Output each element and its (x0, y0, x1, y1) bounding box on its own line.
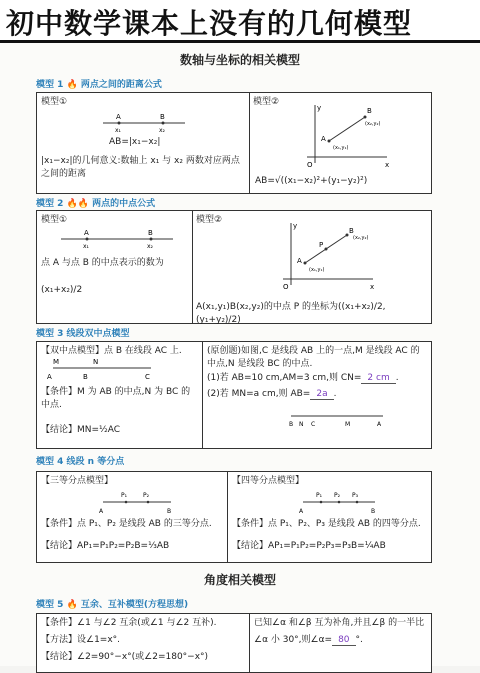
svg-text:P₂: P₂ (143, 492, 150, 499)
coordinate-diagram (299, 101, 389, 169)
svg-text:P₁: P₁ (316, 492, 323, 499)
number-line-diagram (99, 111, 189, 133)
svg-text:x₂: x₂ (159, 127, 165, 133)
number-line-diagram (57, 227, 177, 251)
model-3-left-2: 【条件】M 为 AB 的中点,N 为 BC 的中点. (41, 387, 191, 410)
model-3-box (36, 341, 432, 449)
model-2-left-text: 点 A 与点 B 的中点表示的数为 (41, 258, 164, 268)
svg-text:B: B (367, 107, 372, 115)
model-2-left-label: 模型① (41, 215, 68, 225)
svg-text:B: B (83, 373, 88, 381)
svg-text:B: B (160, 113, 165, 121)
svg-text:(x₁,y₁): (x₁,y₁) (309, 267, 325, 273)
svg-text:(x₁,y₁): (x₁,y₁) (333, 145, 349, 151)
model-5-box (36, 613, 432, 673)
model-1-heading: 模型 1 🔥 两点之间的距离公式 (36, 80, 162, 90)
svg-text:x: x (385, 161, 389, 169)
coordinate-diagram (277, 219, 377, 291)
model-5-left-1: 【条件】∠1 与∠2 互余(或∠1 与∠2 互补). (41, 618, 217, 628)
model-3-heading: 模型 3 线段双中点模型 (36, 329, 130, 339)
model-3-right-2: (1)若 AB=10 cm,AM=3 cm,则 CN= 2 cm . (207, 373, 399, 383)
svg-text:B: B (289, 421, 294, 428)
model-5-left-2: 【方法】设∠1=x°. (41, 635, 121, 645)
answer-blank: 2a (310, 389, 333, 400)
model-5-right-1: 已知∠α 和∠β 互为补角,并且∠β 的一半比 (254, 618, 425, 628)
model-2-box (36, 210, 432, 324)
banner (0, 0, 480, 43)
svg-text:A: A (84, 229, 89, 237)
svg-text:O: O (307, 161, 313, 169)
model-3-left-1: 【双中点模型】点 B 在线段 AC 上. (41, 346, 182, 356)
svg-text:B: B (371, 508, 376, 515)
trisection-diagram (97, 488, 177, 516)
model-4-right-3: 【结论】AP₁=P₁P₂=P₂P₃=P₃B=¼AB (232, 541, 386, 551)
svg-text:C: C (145, 373, 150, 381)
fire-icon: 🔥🔥 (66, 199, 89, 209)
quadrisection-diagram (297, 488, 381, 516)
svg-text:y: y (317, 104, 322, 112)
model-5-right-2: ∠α 小 30°,则∠α= 80 °. (254, 635, 363, 645)
model-3-right-3: (2)若 MN=a cm,则 AB= 2a . (207, 389, 337, 399)
svg-text:(x₂,y₂): (x₂,y₂) (353, 235, 369, 241)
svg-text:A: A (116, 113, 121, 121)
model-1-right-label: 模型② (253, 97, 280, 107)
svg-text:M: M (345, 421, 351, 428)
answer-blank: 80 (332, 635, 355, 646)
model-1-left-text: |x₁−x₂|的几何意义:数轴上 x₁ 与 x₂ 两数对应两点之间的距离 (41, 156, 240, 179)
model-5-heading: 模型 5 🔥 互余、互补模型(方程思想) (36, 600, 189, 610)
model-3-right-1: (原创题)如图,C 是线段 AB 上的一点,M 是线段 AC 的中点,N 是线段 BC 的中点. (207, 346, 420, 369)
model-3-left-3: 【结论】MN=½AC (41, 425, 121, 435)
svg-text:A: A (47, 373, 52, 381)
svg-text:A: A (299, 508, 304, 515)
fire-icon: 🔥 (66, 600, 78, 610)
svg-text:N: N (93, 358, 99, 366)
svg-text:x₂: x₂ (147, 243, 153, 250)
page (0, 43, 480, 666)
model-4-right-1: 【四等分点模型】 (232, 476, 305, 486)
svg-text:O: O (283, 283, 289, 291)
model-4-right-2: 【条件】点 P₁、P₂、P₃ 是线段 AB 的四等分点. (232, 519, 421, 529)
svg-text:B: B (148, 229, 153, 237)
svg-text:x₁: x₁ (83, 243, 89, 250)
model-2-right-label: 模型② (196, 215, 223, 225)
svg-text:P: P (319, 241, 324, 249)
model-2-heading: 模型 2 🔥🔥 两点的中点公式 (36, 199, 156, 209)
section-title-angles: 角度相关模型 (203, 573, 276, 587)
model-4-box (36, 471, 432, 563)
model-1-left-formula: AB=|x₁−x₂| (109, 137, 161, 147)
section-title-axis: 数轴与坐标的相关模型 (179, 53, 300, 67)
model-1-left-label: 模型① (41, 97, 68, 107)
page-title: 初中数学课本上没有的几何模型 (6, 7, 413, 40)
svg-text:P₁: P₁ (121, 492, 128, 499)
model-2-left-formula: (x₁+x₂)/2 (41, 285, 83, 295)
model-4-left-1: 【三等分点模型】 (41, 476, 114, 486)
svg-text:A: A (297, 257, 302, 265)
svg-text:x: x (370, 283, 375, 291)
model-1-box (36, 92, 432, 194)
svg-text:(x₂,y₂): (x₂,y₂) (365, 121, 381, 127)
svg-text:B: B (349, 227, 354, 235)
model-1-right-formula: AB=√((x₁−x₂)²+(y₁−y₂)²) (255, 176, 368, 186)
model-2-right-text: A(x₁,y₁)B(x₂,y₂)的中点 P 的坐标为((x₁+x₂)/2, (y₁+y₂)/2) (196, 302, 386, 325)
svg-text:A: A (321, 135, 326, 143)
model-4-left-2: 【条件】点 P₁、P₂ 是线段 AB 的三等分点. (41, 519, 212, 529)
svg-text:M: M (53, 358, 60, 366)
svg-text:x₁: x₁ (115, 127, 121, 133)
svg-text:P₂: P₂ (334, 492, 341, 499)
svg-text:y: y (293, 222, 298, 230)
model-4-left-3: 【结论】AP₁=P₁P₂=P₂B=⅓AB (41, 541, 170, 551)
svg-text:A: A (99, 508, 104, 515)
svg-text:P₃: P₃ (352, 492, 359, 499)
segment-diagram-2 (287, 408, 387, 430)
segment-diagram (47, 358, 157, 382)
fire-icon: 🔥 (66, 80, 78, 90)
answer-blank: 2 cm (361, 373, 395, 384)
svg-text:C: C (311, 421, 316, 428)
model-4-heading: 模型 4 线段 n 等分点 (36, 457, 125, 467)
svg-text:B: B (167, 508, 172, 515)
svg-text:N: N (299, 421, 304, 428)
svg-text:A: A (377, 421, 382, 428)
model-5-left-3: 【结论】∠2=90°−x°(或∠2=180°−x°) (41, 652, 209, 662)
